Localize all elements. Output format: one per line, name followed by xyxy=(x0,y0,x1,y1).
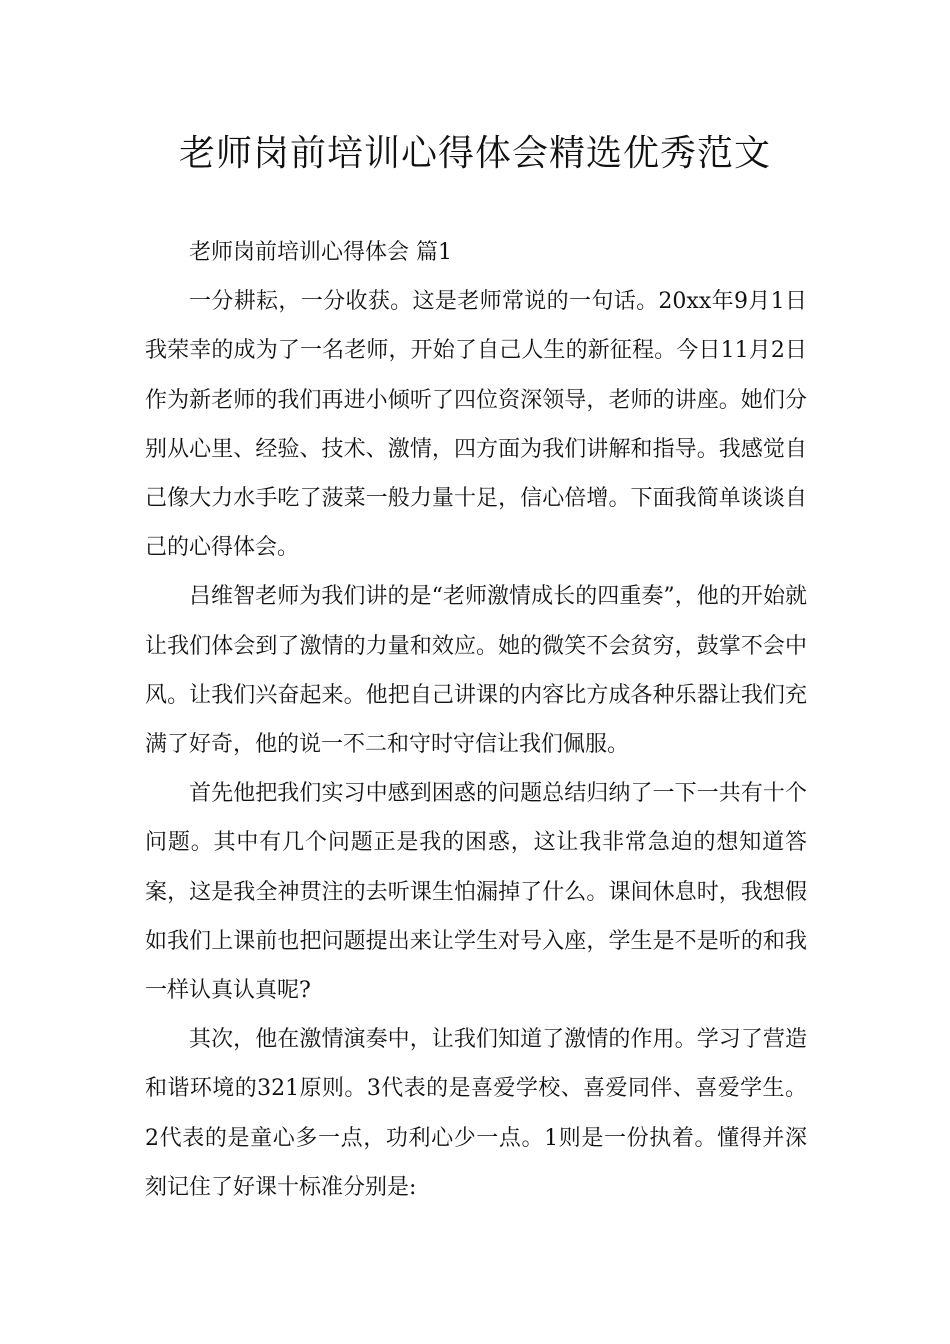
paragraph-3: 首先他把我们实习中感到困惑的问题总结归纳了一下一共有十个问题。其中有几个问题正是我的困惑，这让我非常急迫的想知道答案，这是我全神贯注的去听课生怕漏掉了什么。课间休息时，我想假如我们上课前也把问题提出来让学生对号入座，学生是不是听的和我一样认真认真呢? xyxy=(145,781,807,1004)
document-title: 老师岗前培训心得体会精选优秀范文 xyxy=(178,133,771,174)
paragraph-2: 吕维智老师为我们讲的是“老师激情成长的四重奏”，他的开始就让我们体会到了激情的力量和效应。她的微笑不会贫穷，鼓掌不会中风。让我们兴奋起来。他把自己讲课的内容比方成各种乐器让我们充满了好奇，他的说一不二和守时守信让我们佩服。 xyxy=(145,584,807,758)
document-body xyxy=(145,228,807,1212)
paragraph-1: 一分耕耘，一分收获。这是老师常说的一句话。20xx年9月1日我荣幸的成为了一名老师，开始了自己人生的新征程。今日11月2日作为新老师的我们再进小倾听了四位资深领导，老师的讲座。她们分别从心里、经验、技术、激情，四方面为我们讲解和指导。我感觉自己像大力水手吃了菠菜一般力量十足，信心倍增。下面我简单谈谈自己的心得体会。 xyxy=(145,289,807,561)
paragraph-4: 其次，他在激情演奏中，让我们知道了激情的作用。学习了营造和谐环境的321原则。3代表的是喜爱学校、喜爱同伴、喜爱学生。2代表的是童心多一点，功利心少一点。1则是一份执着。懂得并深刻记住了好课十标准分别是: xyxy=(145,1027,807,1200)
section-heading: 老师岗前培训心得体会 篇1 xyxy=(189,240,452,265)
